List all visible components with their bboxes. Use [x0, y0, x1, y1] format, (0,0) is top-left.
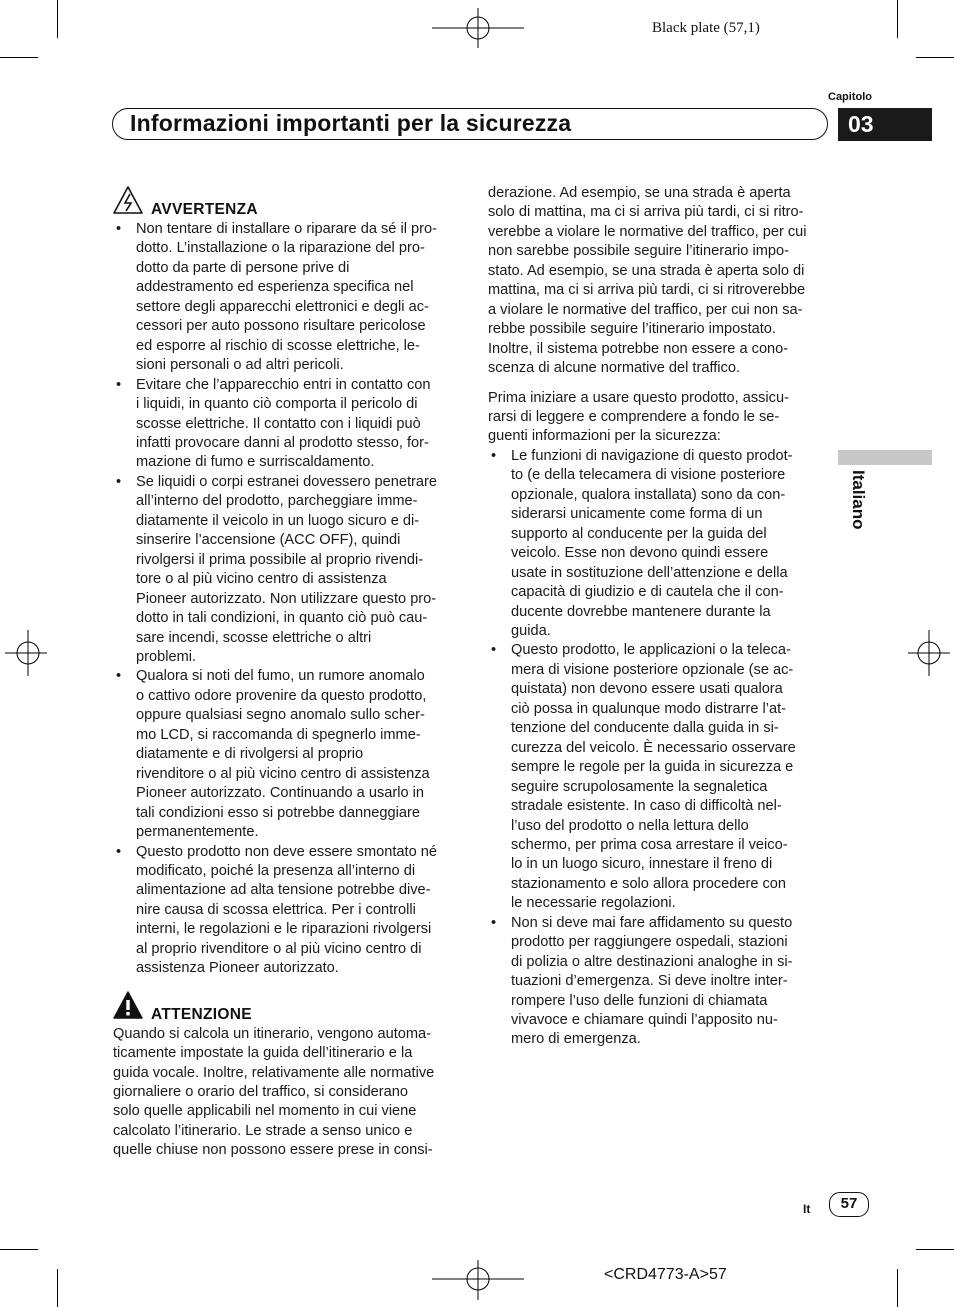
list-item-text: Non tentare di installare o riparare da sé il pro- dotto. L’installazione o la riparazione del pro- dotto da parte di persone prive di addestramento ed esperienza specifica nel settore degli apparecchi elettronici e degli ac- cessori per auto possono risultare pericolose ed esporre al rischio di scosse elettriche, le- sioni personali o ad altri pericoli.	[136, 221, 437, 374]
bullet: •	[116, 473, 122, 490]
bullet: •	[116, 376, 122, 393]
left-column	[113, 186, 458, 1161]
crop-mark	[0, 1249, 38, 1250]
bullet: •	[116, 843, 122, 860]
bullet: •	[491, 447, 497, 464]
page-number: 57	[829, 1192, 869, 1217]
caution-heading	[113, 991, 458, 1025]
crop-mark	[57, 0, 58, 38]
crop-mark	[916, 1249, 954, 1250]
bullet: •	[116, 668, 122, 685]
list-item	[488, 641, 833, 913]
registration-mark-icon	[5, 630, 47, 676]
list-item-text: Non si deve mai fare affidamento su questo prodotto per raggiungere ospedali, stazioni di polizia o altre destinazioni analoghe in si- tuazioni d’emergenza. Si deve inoltre inter- rompere l’uso delle funzioni di chiamata vivavoce e chiamare quindi l’apposito nu- mero di emergenza.	[511, 914, 793, 1048]
chapter-label: Capitolo	[828, 91, 872, 103]
electric-warning-icon	[113, 186, 143, 214]
bullet: •	[491, 914, 497, 931]
warning-label: AVVERTENZA	[151, 201, 258, 218]
list-item	[113, 220, 458, 376]
list-item	[488, 914, 833, 1050]
list-item-text: Evitare che l’apparecchio entri in contatto con i liquidi, in quanto ciò comporta il pericolo di scosse elettriche. Il contatto con i liquidi può infatti provocare danni al prodotto stesso, for- mazione di fumo e surriscaldamento.	[136, 376, 431, 471]
caution-icon	[113, 991, 143, 1019]
list-item-text: Questo prodotto non deve essere smontato né modificato, poiché la presenza all’interno di alimentazione ad alta tensione potrebbe dive- nire causa di scossa elettrica. Per i controlli interni, le regolazioni e le riparazioni rivolgersi al proprio rivenditore o al più vicino centro di assistenza Pioneer autorizzato.	[136, 843, 437, 977]
list-item	[113, 843, 458, 979]
list-item-text: Questo prodotto, le applicazioni o la teleca- mera di visione posteriore opzionale (se ac- quistata) non devono essere usati qualora ciò possa in qualunque modo distrarre l’at- tenzione del conducente dalla guida in si- curezza del veicolo. È necessario osservare sempre le regole per la guida in sicurezza e seguire scrupolosamente la segnaletica stradale esistente. In caso di difficoltà nel- l’uso del prodotto o nella lettura dello schermo, per prima cosa arrestare il veico- lo in un luogo sicuro, innestare il freno di stazionamento e solo allora procedere con le necessarie regolazioni.	[511, 642, 796, 912]
crop-mark	[57, 1269, 58, 1307]
page-title: Informazioni importanti per la sicurezza	[130, 110, 572, 136]
crop-mark	[897, 1269, 898, 1307]
registration-mark-icon	[432, 8, 524, 48]
list-item	[113, 376, 458, 473]
side-tab-bar	[838, 450, 932, 465]
right-column	[488, 184, 833, 1050]
list-item	[488, 447, 833, 642]
bullet: •	[491, 642, 497, 659]
registration-mark-icon	[908, 630, 950, 676]
language-code: It	[803, 1202, 811, 1216]
warning-list	[113, 220, 458, 979]
list-item-text: Qualora si noti del fumo, un rumore anomalo o cattivo odore provenire da questo prodotto, oppure qualsiasi segno anomalo sullo scher- mo LCD, si raccomanda di spegnerlo imme- diatamente e di rivolgersi al proprio rivenditore o al più vicino centro di assistenza Pioneer autorizzato. Continuando a usarlo in tali condizioni esso si potrebbe danneggiare permanentemente.	[136, 668, 430, 841]
crop-mark	[916, 57, 954, 58]
registration-mark-icon	[432, 1260, 524, 1300]
crop-mark	[0, 57, 38, 58]
chapter-number: 03	[838, 108, 932, 141]
document-code: <CRD4773-A>57	[604, 1266, 727, 1283]
caution-text: Quando si calcola un itinerario, vengono automa- ticamente impostate la guida dell’itinerario e la guida vocale. Inoltre, relativamente alle normative giornaliere o orario del traffico, si considerano solo quelle applicabili nel momento in cui viene calcolato l’itinerario. Le strade a senso unico e quelle chiuse non possono essere prese in consi-	[113, 1025, 435, 1159]
list-item	[113, 667, 458, 842]
list-item-text: Se liquidi o corpi estranei dovessero penetrare all’interno del prodotto, parcheggiare imme- diatamente il veicolo in un luogo sicuro e di- sinserire l’accensione (ACC OFF), quindi rivolgersi il prima possibile al proprio rivendi- tore o al più vicino centro di assistenza Pioneer autorizzato. Non utilizzare questo pro- dotto in tali condizioni, in quanto ciò può cau- sare incendi, scosse elettriche o altri problemi.	[136, 473, 437, 665]
side-tab-language: Italiano	[849, 470, 868, 530]
caution-label: ATTENZIONE	[151, 1005, 252, 1023]
intro-paragraph: Prima iniziare a usare questo prodotto, assicu- rarsi di leggere e comprendere a fondo le se- guenti informazioni per la sicurezza:	[488, 389, 789, 445]
list-item-text: Le funzioni di navigazione di questo prodot- to (e della telecamera di visione posteriore opzionale, qualora installata) sono da con- siderarsi unicamente come forma di un supporto al conducente per la guida del veicolo. Esse non devono quindi essere usate in sostituzione dell’attenzione e della capacità di giudizio e di cautela che il con- ducente dovrebbe mantenere durante la guida.	[511, 447, 793, 639]
warning-heading	[113, 186, 458, 220]
crop-mark	[897, 0, 898, 38]
safety-list	[488, 447, 833, 1050]
plate-label: Black plate (57,1)	[652, 20, 760, 36]
caution-text-continued: derazione. Ad esempio, se una strada è aperta solo di mattina, ma ci si arriva più tardi, ci si ritro- verebbe a violare le normative del traffico, per cui non sarebbe possibile seguire l’itinerario impo- stato. Ad esempio, se una strada è aperta solo di mattina, ma ci si arriva più tardi, ci si ritroverebbe a violare le normative del traffico, per cui non sa- rebbe possibile seguire l’itinerario impostato. Inoltre, il sistema potrebbe non essere a cono- scenza di alcune normative del traffico.	[488, 185, 807, 377]
bullet: •	[116, 221, 122, 237]
list-item	[113, 473, 458, 668]
